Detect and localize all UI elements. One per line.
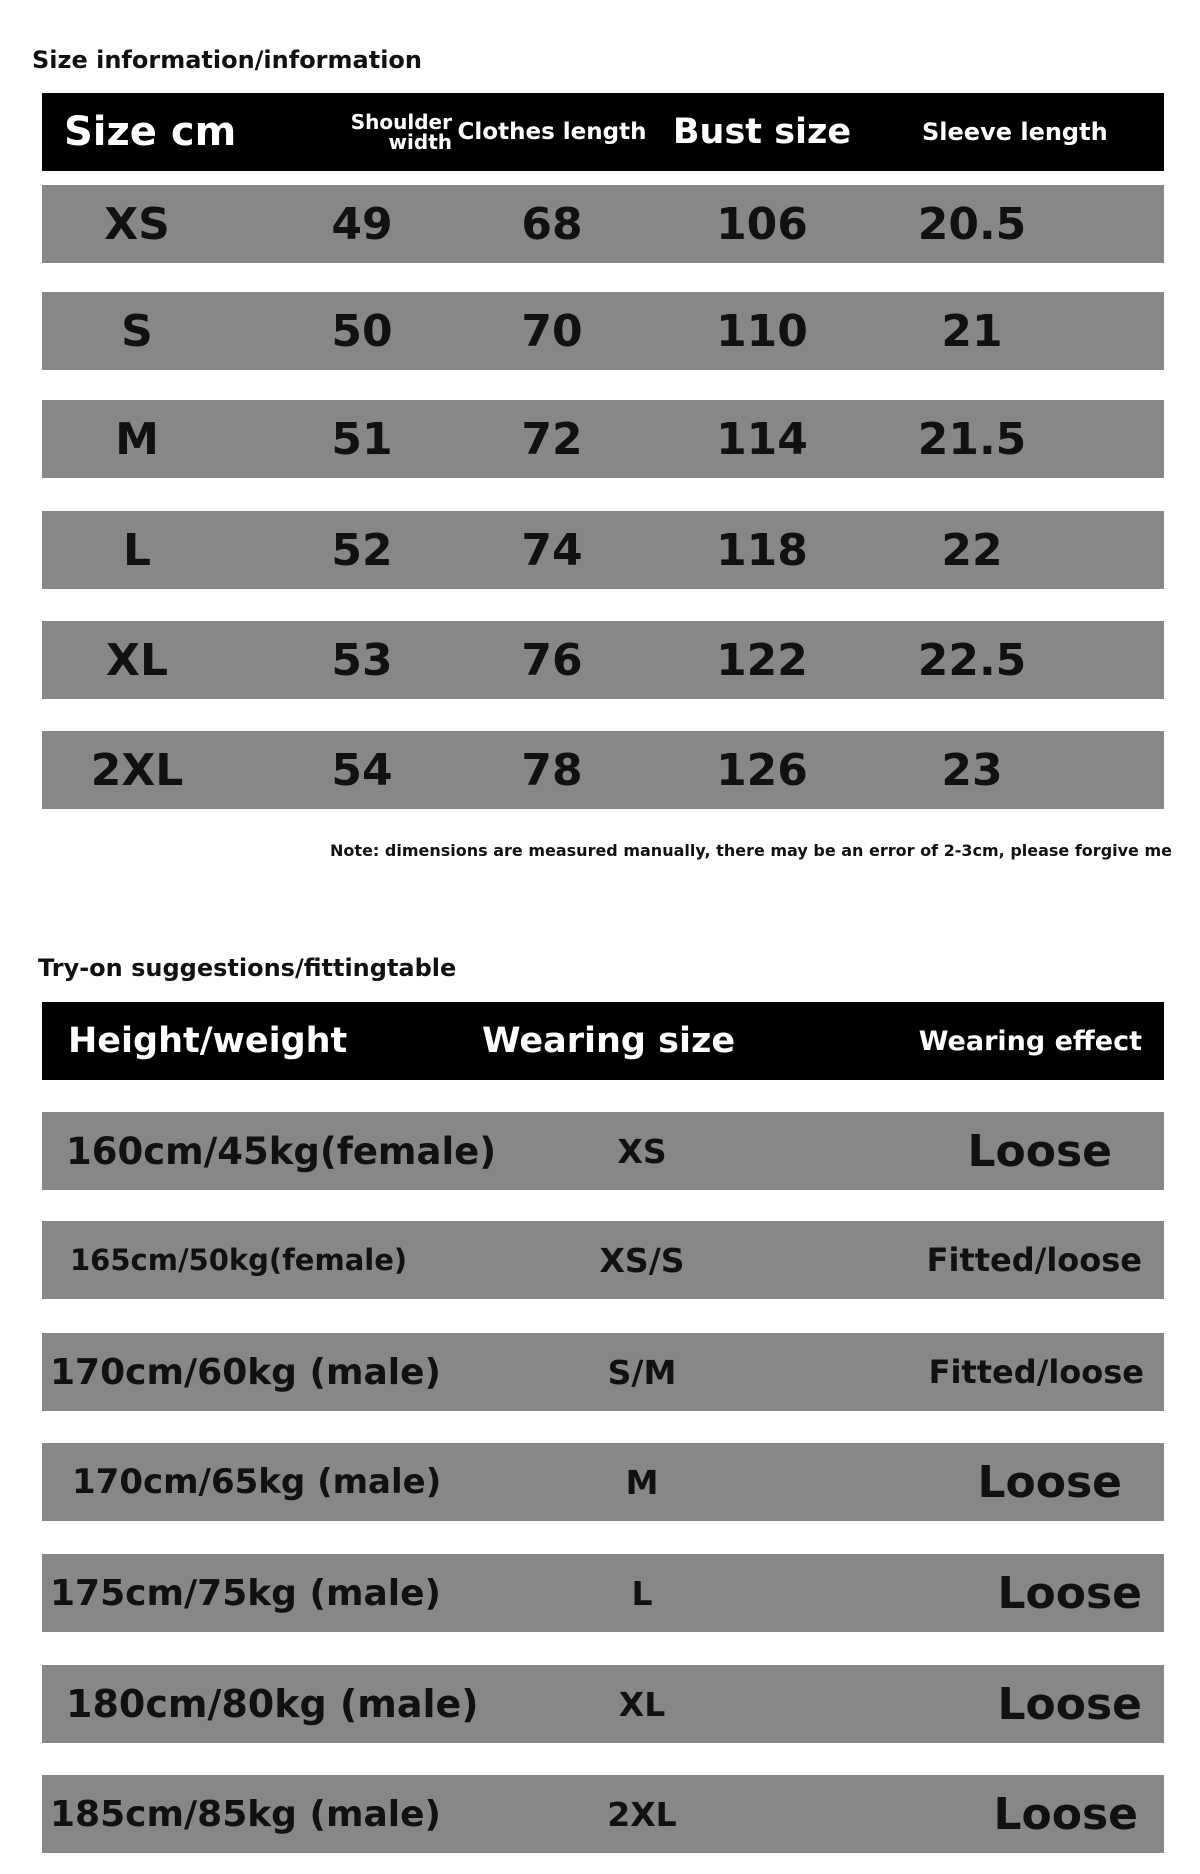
wearing-size-value: XS [617, 1131, 667, 1171]
clothes-length-value: 76 [521, 634, 583, 686]
sleeve-length-value: 22.5 [917, 634, 1027, 686]
size-table-header [42, 93, 1164, 171]
wearing-effect-value: Fitted/loose [928, 1353, 1144, 1391]
size-row-m [42, 400, 1164, 478]
fitting-row [42, 1665, 1164, 1743]
clothes-length-value: 70 [521, 305, 583, 357]
size-info-title: Size information/information [32, 46, 422, 74]
size-label: XS [104, 198, 170, 250]
size-row-xs [42, 185, 1164, 263]
height-weight-value: 170cm/60kg (male) [50, 1351, 441, 1393]
clothes-length-value: 68 [521, 198, 583, 250]
shoulder-width-value: 52 [331, 524, 393, 576]
bust-size-value: 122 [716, 634, 808, 686]
wearing-effect-value: Loose [997, 1567, 1142, 1619]
shoulder-width-value: 50 [331, 305, 393, 357]
fitting-row [42, 1443, 1164, 1521]
wearing-size-value: 2XL [607, 1794, 677, 1834]
sleeve-length-value: 21 [941, 305, 1003, 357]
size-label: L [122, 524, 152, 576]
height-weight-value: 185cm/85kg (male) [50, 1793, 441, 1835]
size-row-s [42, 292, 1164, 370]
wearing-size-value: M [625, 1462, 659, 1502]
wearing-size-value: XL [618, 1684, 666, 1724]
fitting-table-header [42, 1002, 1164, 1080]
header-shoulder-width: Shoulder width [350, 110, 452, 154]
wearing-effect-value: Fitted/loose [926, 1241, 1142, 1279]
size-label: S [121, 305, 153, 357]
sleeve-length-value: 21.5 [917, 413, 1027, 465]
wearing-effect-value: Loose [997, 1678, 1142, 1730]
bust-size-value: 110 [716, 305, 808, 357]
shoulder-width-value: 51 [331, 413, 393, 465]
wearing-effect-value: Loose [977, 1456, 1122, 1508]
height-weight-value: 165cm/50kg(female) [70, 1243, 408, 1277]
header-wearing-effect: Wearing effect [918, 1025, 1142, 1057]
height-weight-value: 160cm/45kg(female) [66, 1129, 497, 1173]
bust-size-value: 114 [716, 413, 808, 465]
fitting-row [42, 1112, 1164, 1190]
fitting-row [42, 1554, 1164, 1632]
size-row-xl [42, 621, 1164, 699]
sleeve-length-value: 23 [941, 744, 1003, 796]
wearing-size-value: L [631, 1573, 653, 1613]
size-label: 2XL [90, 744, 184, 796]
sleeve-length-value: 22 [941, 524, 1003, 576]
size-label: M [115, 413, 159, 465]
height-weight-value: 170cm/65kg (male) [72, 1462, 442, 1502]
bust-size-value: 118 [716, 524, 808, 576]
fitting-row [42, 1221, 1164, 1299]
measurement-note: Note: dimensions are measured manually, there may be an error of 2-3cm, please forgive me [330, 841, 1172, 860]
fitting-row [42, 1775, 1164, 1853]
header-clothes-length: Clothes length [457, 119, 647, 145]
wearing-effect-value: Loose [993, 1788, 1138, 1840]
clothes-length-value: 74 [521, 524, 583, 576]
wearing-effect-value: Loose [967, 1125, 1112, 1177]
size-row-2xl [42, 731, 1164, 809]
header-height-weight: Height/weight [68, 1021, 348, 1061]
header-wearing-size: Wearing size [482, 1021, 736, 1061]
sleeve-length-value: 20.5 [917, 198, 1027, 250]
bust-size-value: 106 [716, 198, 808, 250]
fitting-row [42, 1333, 1164, 1411]
header-sleeve-length: Sleeve length [922, 118, 1108, 146]
height-weight-value: 175cm/75kg (male) [50, 1572, 441, 1614]
header-bust-size: Bust size [672, 112, 852, 152]
size-row-l [42, 511, 1164, 589]
clothes-length-value: 78 [521, 744, 583, 796]
size-label: XL [106, 634, 168, 686]
wearing-size-value: S/M [607, 1352, 677, 1392]
header-size-cm: Size cm [64, 109, 237, 155]
clothes-length-value: 72 [521, 413, 583, 465]
height-weight-value: 180cm/80kg (male) [66, 1682, 479, 1726]
shoulder-width-value: 53 [331, 634, 393, 686]
bust-size-value: 126 [716, 744, 808, 796]
shoulder-width-value: 54 [331, 744, 393, 796]
shoulder-width-value: 49 [331, 198, 393, 250]
wearing-size-value: XS/S [599, 1240, 685, 1280]
fitting-title: Try-on suggestions/fittingtable [38, 954, 457, 982]
